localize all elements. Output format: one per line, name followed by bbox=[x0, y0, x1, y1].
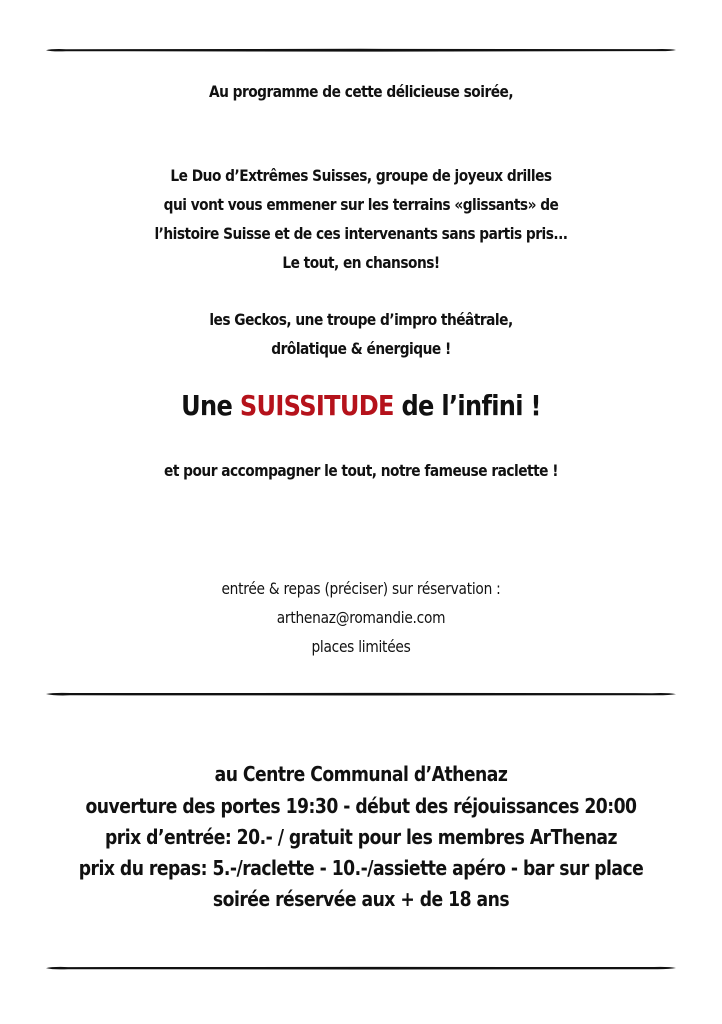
limited-seats: places limitées bbox=[311, 637, 411, 656]
geckos-line-1: les Geckos, une troupe d’impro théâtrale, bbox=[209, 310, 513, 329]
headline-before: Une bbox=[181, 389, 240, 422]
bottom-divider bbox=[46, 963, 676, 973]
headline-after: de l’infini ! bbox=[393, 389, 541, 422]
intro-text: Au programme de cette délicieuse soirée, bbox=[208, 82, 514, 101]
age-restriction: soirée réservée aux + de 18 ans bbox=[212, 887, 510, 911]
duo-line-1: Le Duo d’Extrêmes Suisses, groupe de joyeux drilles bbox=[170, 166, 552, 185]
geckos-line-2: drôlatique & énergique ! bbox=[271, 339, 451, 358]
venue: au Centre Communal d’Athenaz bbox=[214, 762, 508, 786]
duo-line-3: l’histoire Suisse et de ces intervenants sans partis pris... bbox=[154, 224, 568, 243]
middle-divider bbox=[46, 689, 676, 699]
raclette-text: et pour accompagner le tout, notre fameuse raclette ! bbox=[164, 461, 558, 480]
headline-highlight: SUISSITUDE bbox=[239, 389, 394, 422]
duo-line-2: qui vont vous emmener sur les terrains «glissants» de bbox=[163, 195, 559, 214]
opening-hours: ouverture des portes 19:30 - début des réjouissances 20:00 bbox=[85, 794, 637, 818]
top-divider bbox=[46, 45, 676, 55]
reservation-email[interactable]: arthenaz@romandie.com bbox=[276, 608, 446, 627]
reservation-line: entrée & repas (préciser) sur réservation : bbox=[221, 579, 501, 598]
meal-price: prix du repas: 5.-/raclette - 10.-/assiette apéro - bar sur place bbox=[78, 856, 644, 880]
duo-line-4: Le tout, en chansons! bbox=[282, 253, 440, 272]
entry-price: prix d’entrée: 20.- / gratuit pour les membres ArThenaz bbox=[104, 825, 618, 849]
headline bbox=[51, 389, 672, 422]
